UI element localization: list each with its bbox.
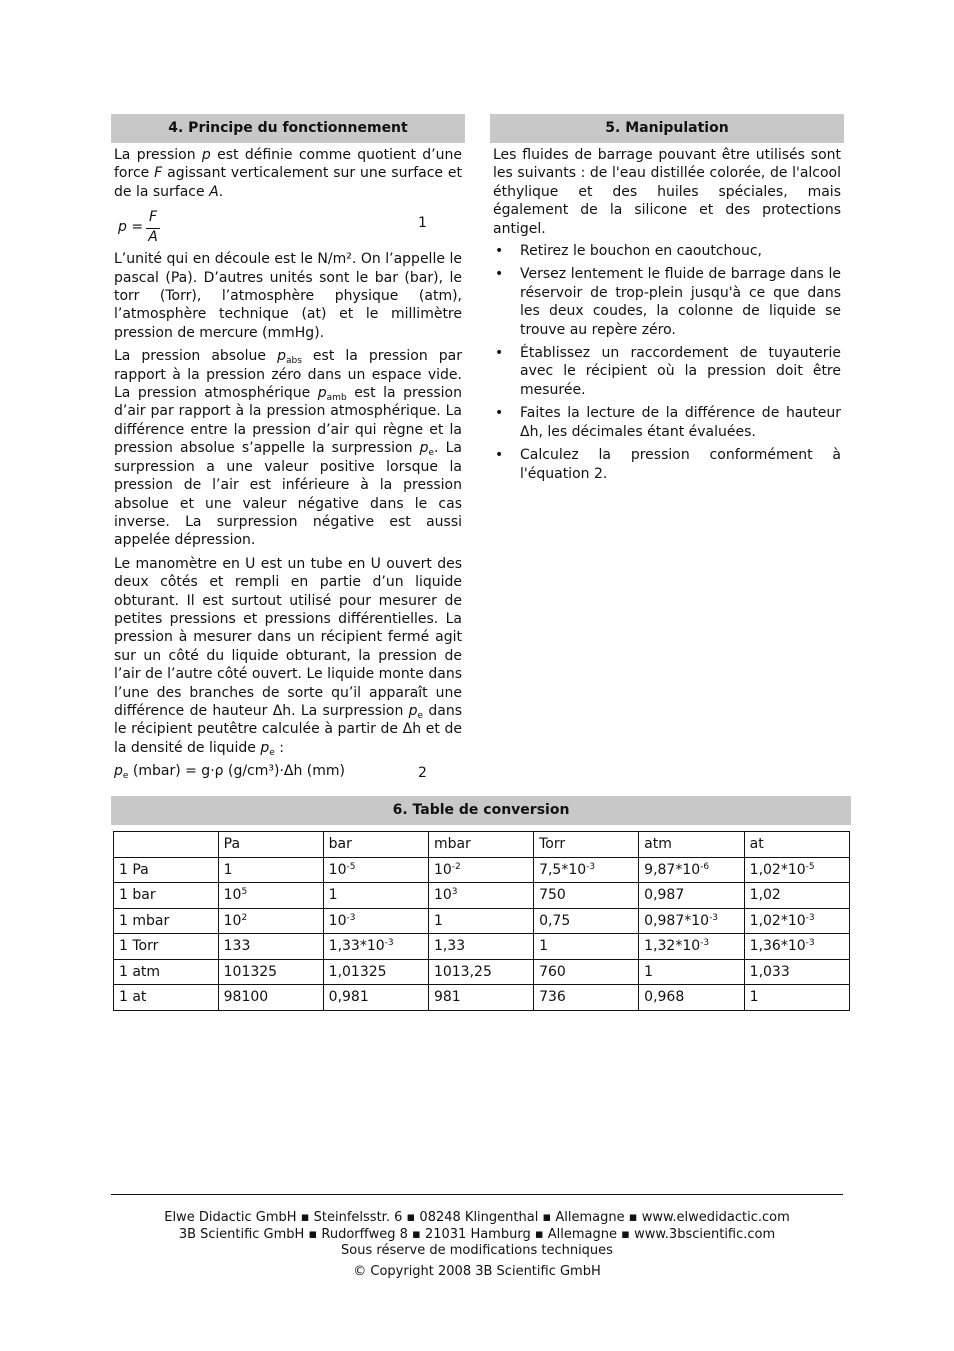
table-row-label: 1 atm bbox=[114, 959, 219, 985]
table-cell: 1 bbox=[323, 883, 428, 909]
table-cell: $7,5*10^{-3}$ bbox=[534, 857, 639, 883]
table-cell: 1 bbox=[744, 985, 849, 1011]
table-cell: $1,02*10^{-5}$ bbox=[744, 857, 849, 883]
table-cell: $10^3$ bbox=[428, 883, 533, 909]
table-cell: 1 bbox=[218, 857, 323, 883]
bullet-icon: • bbox=[495, 266, 504, 283]
fluids-intro-paragraph: Les fluides de barrage pouvant être utilisés sont les suivants : de l'eau distillée colorée, de l'alcool éthylique et des huiles spéciales, mais également de la silicone et des protections antigel. bbox=[493, 147, 841, 237]
procedure-list bbox=[493, 242, 841, 483]
pressure-definition-paragraph: La pression p est définie comme quotient d’une force F agissant verticalement sur une surface et de la surface A. bbox=[114, 147, 463, 200]
table-header-cell: Pa bbox=[218, 832, 323, 858]
bullet-icon: • bbox=[495, 405, 504, 422]
conversion-table bbox=[113, 831, 850, 1011]
absolute-pressure-paragraph: La pression absolue $p_{abs}$ est la pression par rapport à la pression zéro dans un espace vide. La pression atmosphérique $p_{amb}$ est la pression d’air par rapport à la pression atmosphérique. La différence entre la pression d’air qui règne et la pression absolue s’appelle la surpression $p_e$. La surpression a une valeur positive lorsque la pression de l’air est inférieure à la pression absolue et une valeur négative dans le cas inverse. La surpression négative est aussi appelée dépression. bbox=[114, 348, 462, 549]
table-cell: $1,33*10^{-3}$ bbox=[323, 934, 428, 960]
table-header-cell: bar bbox=[323, 832, 428, 858]
table-cell: $10^{-5}$ bbox=[323, 857, 428, 883]
table-cell: 0,75 bbox=[534, 908, 639, 934]
table-cell: $10^{-3}$ bbox=[323, 908, 428, 934]
table-cell: 133 bbox=[218, 934, 323, 960]
equation-2-formula: $p_e$ (mbar) = g·ρ (g/cm³)·Δh (mm) bbox=[114, 763, 345, 782]
equation-1-numerator: F bbox=[148, 209, 158, 226]
table-row bbox=[114, 883, 850, 909]
units-paragraph: L’unité qui en découle est le N/m². On l’appelle le pascal (Pa). D’autres unités sont le bar (bar), le torr (Torr), l’atmosphère physique (atm), l’atmosphère technique (at) et le millimètre pression de mercure (mmHg). bbox=[114, 251, 462, 341]
table-cell: 0,981 bbox=[323, 985, 428, 1011]
table-row bbox=[114, 985, 850, 1011]
table-cell: 1,02 bbox=[744, 883, 849, 909]
section-conversion-heading: 6. Table de conversion bbox=[111, 796, 851, 825]
table-row-label: 1 Torr bbox=[114, 934, 219, 960]
table-cell: 1,33 bbox=[428, 934, 533, 960]
table-cell: 0,987 bbox=[639, 883, 745, 909]
table-cell: $10^{-2}$ bbox=[428, 857, 533, 883]
table-cell: 0,968 bbox=[639, 985, 745, 1011]
table-cell: 736 bbox=[534, 985, 639, 1011]
footer-address-elwe: Elwe Didactic GmbH ▪ Steinfelsstr. 6 ▪ 08248 Klingenthal ▪ Allemagne ▪ www.elwedidactic.com bbox=[164, 1210, 790, 1225]
table-cell: 1 bbox=[639, 959, 745, 985]
table-row bbox=[114, 959, 850, 985]
bullet-icon: • bbox=[495, 447, 504, 464]
equation-2 bbox=[114, 762, 462, 784]
table-row bbox=[114, 857, 850, 883]
table-cell: 750 bbox=[534, 883, 639, 909]
list-item: • Établissez un raccordement de tuyauterie avec le récipient où la pression doit être mesurée. bbox=[495, 345, 841, 398]
table-row-label: 1 Pa bbox=[114, 857, 219, 883]
table-row-label: 1 mbar bbox=[114, 908, 219, 934]
section-principle-heading: 4. Principe du fonctionnement bbox=[111, 114, 465, 143]
list-item: • Faites la lecture de la différence de hauteur Δh, les décimales étant évaluées. bbox=[495, 405, 841, 440]
list-item: • Versez lentement le fluide de barrage dans le réservoir de trop-plein jusqu'à ce que dans les deux coudes, la colonne de liquide se trouve au repère zéro. bbox=[495, 266, 841, 338]
footer-copyright: © Copyright 2008 3B Scientific GmbH bbox=[353, 1263, 601, 1279]
table-cell: 1013,25 bbox=[428, 959, 533, 985]
table-cell: $10^2$ bbox=[218, 908, 323, 934]
table-header-cell: mbar bbox=[428, 832, 533, 858]
table-header-cell: at bbox=[744, 832, 849, 858]
list-item: • Calculez la pression conformément à l'équation 2. bbox=[495, 447, 841, 482]
table-cell: $9,87*10^{-6}$ bbox=[639, 857, 745, 883]
table-cell: 760 bbox=[534, 959, 639, 985]
equation-1 bbox=[114, 205, 462, 245]
table-cell: $1,36*10^{-3}$ bbox=[744, 934, 849, 960]
table-cell: 1,01325 bbox=[323, 959, 428, 985]
table-cell: $1,32*10^{-3}$ bbox=[639, 934, 745, 960]
section-conversion bbox=[111, 796, 851, 1011]
table-cell: 1 bbox=[534, 934, 639, 960]
footer-address-3b: 3B Scientific GmbH ▪ Rudorffweg 8 ▪ 21031 Hamburg ▪ Allemagne ▪ www.3bscientific.com bbox=[178, 1226, 776, 1242]
u-manometer-paragraph: Le manomètre en U est un tube en U ouvert des deux côtés et rempli en partie d’un liquide obturant. Il est surtout utilisé pour mesurer de petites pressions et pressions différentielles. La pression à mesurer dans un récipient fermé agit sur un côté du liquide obturant, la pression de l’air de l’autre côté ouvert. Le liquide monte dans l’une des branches de sorte qu’il apparaît une différence de hauteur Δh. La surpression $p_e$ dans le récipient peutêtre calculée à partir de Δh et de la densité de liquide $p_e$ : bbox=[114, 555, 462, 758]
section-principle bbox=[111, 114, 465, 784]
table-row-label: 1 at bbox=[114, 985, 219, 1011]
table-header-cell bbox=[114, 832, 219, 858]
section-manipulation bbox=[490, 114, 844, 488]
equation-2-number: 2 bbox=[418, 765, 427, 782]
section-manipulation-heading: 5. Manipulation bbox=[490, 114, 844, 143]
table-cell: $0,987*10^{-3}$ bbox=[639, 908, 745, 934]
table-cell: 1 bbox=[428, 908, 533, 934]
table-cell: $10^5$ bbox=[218, 883, 323, 909]
table-row bbox=[114, 934, 850, 960]
equation-1-denominator: A bbox=[148, 229, 158, 246]
equation-1-lhs: p = bbox=[118, 219, 144, 236]
bullet-icon: • bbox=[495, 243, 504, 260]
list-item: • Retirez le bouchon en caoutchouc, bbox=[495, 243, 762, 260]
table-cell: 1,033 bbox=[744, 959, 849, 985]
table-cell: 101325 bbox=[218, 959, 323, 985]
table-cell: 981 bbox=[428, 985, 533, 1011]
table-row-label: 1 bar bbox=[114, 883, 219, 909]
page-footer bbox=[111, 1194, 843, 1280]
table-header-cell: atm bbox=[639, 832, 745, 858]
table-cell: $1,02*10^{-3}$ bbox=[744, 908, 849, 934]
table-row bbox=[114, 908, 850, 934]
table-header-cell: Torr bbox=[534, 832, 639, 858]
footer-disclaimer: Sous réserve de modifications techniques bbox=[341, 1243, 613, 1258]
table-cell: 98100 bbox=[218, 985, 323, 1011]
bullet-icon: • bbox=[495, 345, 504, 362]
table-header-row bbox=[114, 832, 850, 858]
equation-1-number: 1 bbox=[418, 215, 427, 232]
